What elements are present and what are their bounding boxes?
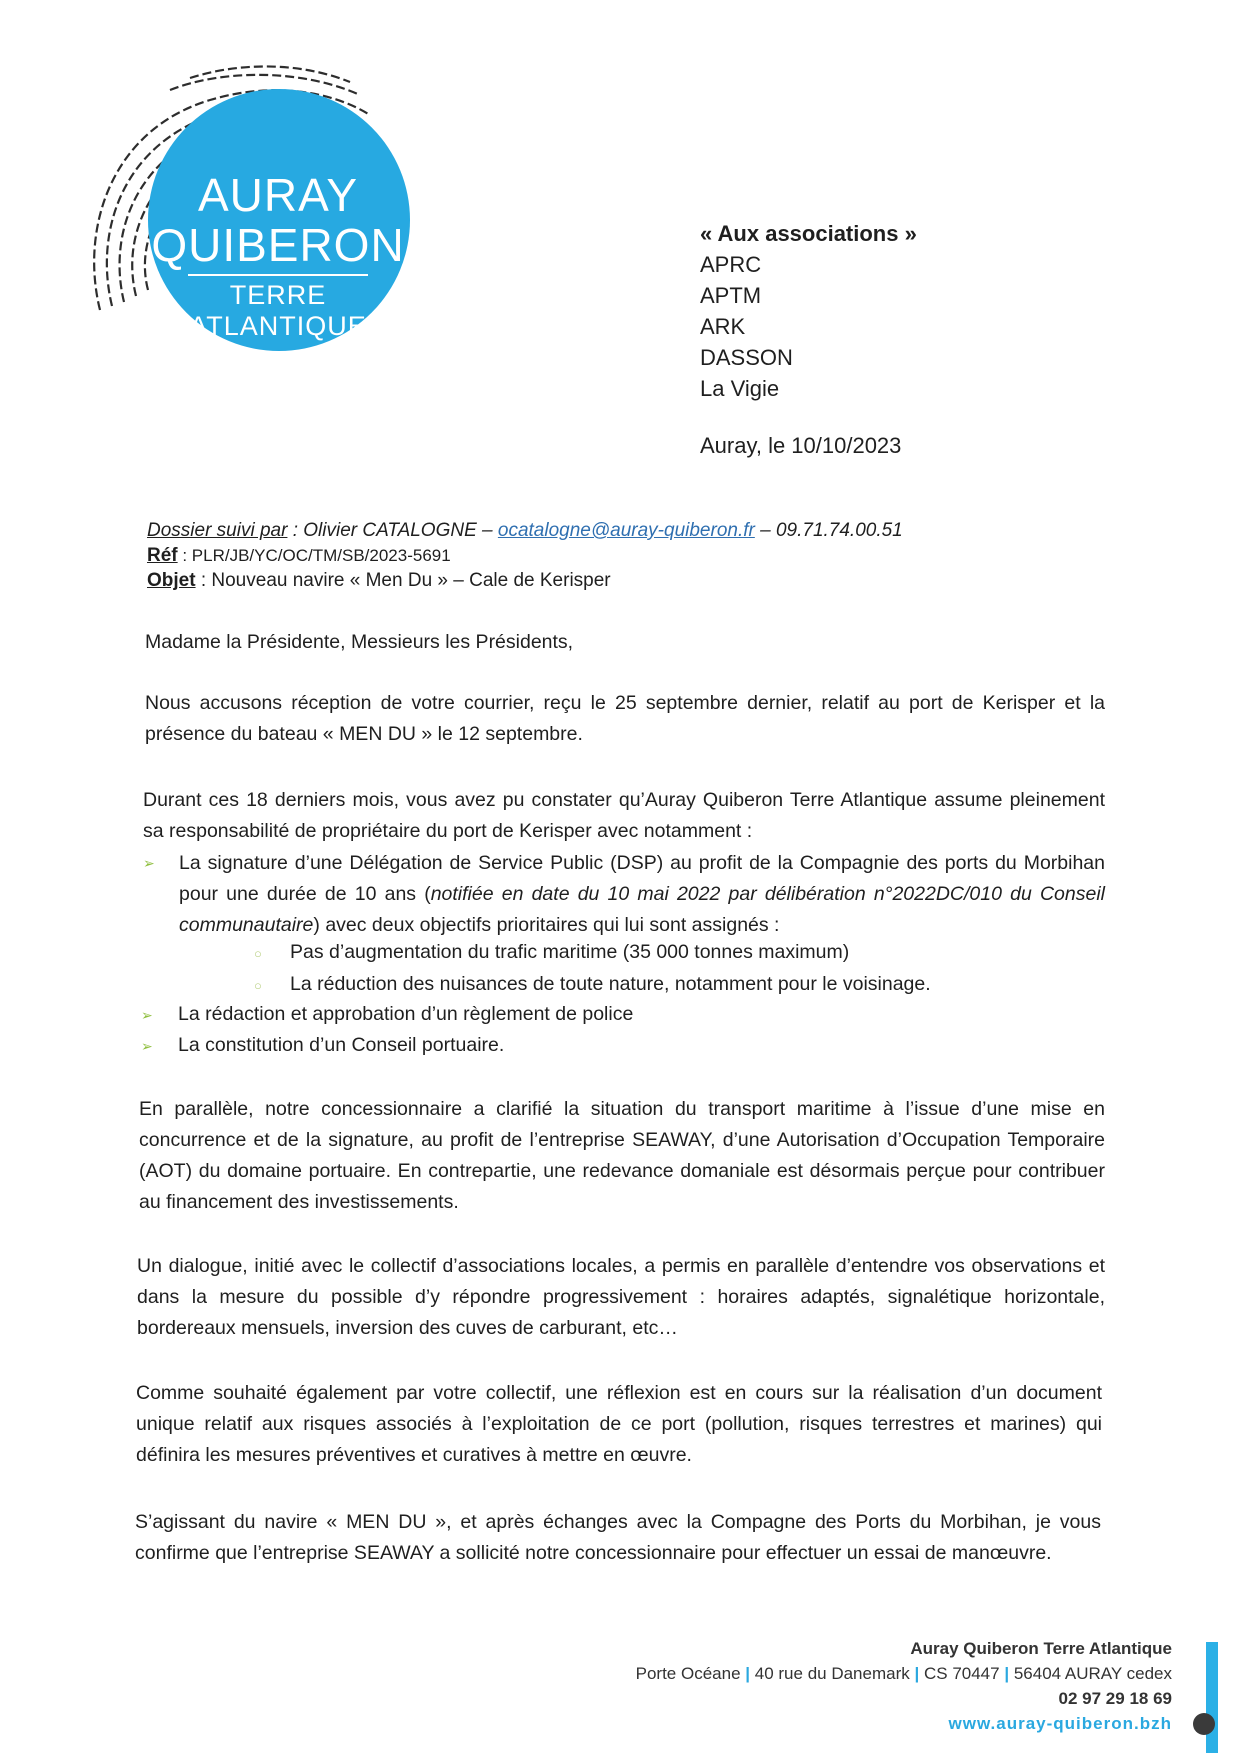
paragraph-men-du: S’agissant du navire « MEN DU », et après échanges avec la Compagne des Ports du Morbihan, je vous confirme que l’entreprise SEAWAY a sollicité notre concessionnaire pour effectuer un essai de manœuvre. [135,1511,1101,1564]
dossier-label: Dossier suivi par [147,520,288,541]
footer-address [636,1661,1172,1686]
ref-line [147,543,903,568]
recipients-block [700,218,917,404]
footer-website-link[interactable]: www.auray-quiberon.bzh [948,1714,1172,1733]
paragraph-dialogue: Un dialogue, initié avec le collectif d’associations locales, a permis en parallèle d’entendre vos observations et dans la mesure du possible d’y répondre progressivement : horaires adaptés, signalétique horizontale, bordereaux mensuels, inversion des cuves de carburant, etc… [137,1255,1105,1339]
greeting: Madame la Présidente, Messieurs les Présidents, [145,631,574,653]
objet-value: : Nouveau navire « Men Du » – Cale de Kerisper [195,570,611,591]
sub-bullet-icon: ○ [254,946,262,961]
contact-email-link[interactable]: ocatalogne@auray-quiberon.fr [497,520,755,541]
footer-org: Auray Quiberon Terre Atlantique [910,1639,1172,1658]
footer-address-part: 40 rue du Danemark [754,1664,910,1683]
footer-separator: | [1004,1664,1010,1683]
ref-value: : PLR/JB/YC/OC/TM/SB/2023-5691 [177,546,451,565]
paragraph-concession: En parallèle, notre concessionnaire a clarifié la situation du transport maritime à l’issue d’une mise en concurrence et de la signature, au profit de l’entreprise SEAWAY, d’une Autorisation d’Occupation Temporaire (AOT) du domaine portuaire. En contrepartie, une redevance domaniale est désormais perçue pour contribuer au financement des investissements. [139,1098,1105,1213]
logo-line-terre: TERRE [229,280,327,310]
bullet-arrow-icon: ➢ [141,1038,153,1054]
recipients-heading: « Aux associations » [700,221,917,246]
recipient-name: La Vigie [700,376,780,401]
bullet-dsp-text: La signature d’une Délégation de Service Public (DSP) au profit de la Compagnie des ports du Morbihan pour une durée de 10 ans ( [179,852,1105,905]
footer-dot-icon [1193,1713,1215,1735]
footer-address-part: 56404 AURAY cedex [1013,1664,1172,1683]
logo-text [128,170,428,342]
footer-separator: | [914,1664,920,1683]
reference-block [147,518,903,593]
logo-divider [188,274,368,276]
logo-line-atlantique: ATLANTIQUE [189,311,367,341]
paragraph-risks: Comme souhaité également par votre collectif, une réflexion est en cours sur la réalisation d’un document unique relatif aux risques associés à l’exploitation de ce port (pollution, risques terrestres et marines) qui définira les mesures préventives et curatives à mettre en œuvre. [136,1382,1102,1466]
sub-bullet-nuisances: La réduction des nuisances de toute nature, notamment pour le voisinage. [290,973,931,995]
recipient-name: ARK [700,314,746,339]
recipient-name: APRC [700,252,762,277]
footer-address-part: Porte Océane [635,1664,741,1683]
contact-phone: – 09.71.74.00.51 [754,520,903,541]
bullet-arrow-icon: ➢ [141,1007,153,1023]
letter-date: Auray, le 10/10/2023 [700,433,902,458]
bullet-conseil: La constitution d’un Conseil portuaire. [178,1034,505,1056]
logo-line-auray: AURAY [197,169,359,221]
footer-address-part: CS 70447 [923,1664,1000,1683]
objet-line [147,568,903,593]
sub-bullet-icon: ○ [254,978,262,993]
bullet-dsp [179,848,1105,941]
ref-label: Réf [147,545,178,566]
sub-bullet-traffic: Pas d’augmentation du trafic maritime (35 000 tonnes maximum) [290,941,850,963]
objet-label: Objet [147,570,196,591]
footer-phone: 02 97 29 18 69 [1058,1689,1172,1708]
logo [70,60,430,360]
bullet-dsp-text-end: ) avec deux objectifs prioritaires qui lui sont assignés : [313,914,780,936]
paragraph-responsibility: Durant ces 18 derniers mois, vous avez pu constater qu’Auray Quiberon Terre Atlantique assume pleinement sa responsabilité de propriétaire du port de Kerisper avec notamment : [143,789,1105,842]
recipient-name: APTM [700,283,762,308]
footer-separator: | [745,1664,751,1683]
footer-accent-bar [1206,1642,1218,1753]
logo-line-quiberon: QUIBERON [151,219,405,271]
bullet-dsp-italic: notifiée en date du 10 mai 2022 par délibération n°2022DC/010 du Conseil communautaire [179,883,1105,936]
paragraph-reception: Nous accusons réception de votre courrier, reçu le 25 septembre dernier, relatif au port de Kerisper et la présence du bateau « MEN DU » le 12 septembre. [145,692,1105,745]
bullet-police: La rédaction et approbation d’un règlement de police [178,1003,634,1025]
dossier-line [147,518,903,543]
footer [636,1636,1172,1736]
bullet-arrow-icon: ➢ [143,855,155,871]
recipient-name: DASSON [700,345,793,370]
dossier-value: : Olivier CATALOGNE – [287,520,498,541]
